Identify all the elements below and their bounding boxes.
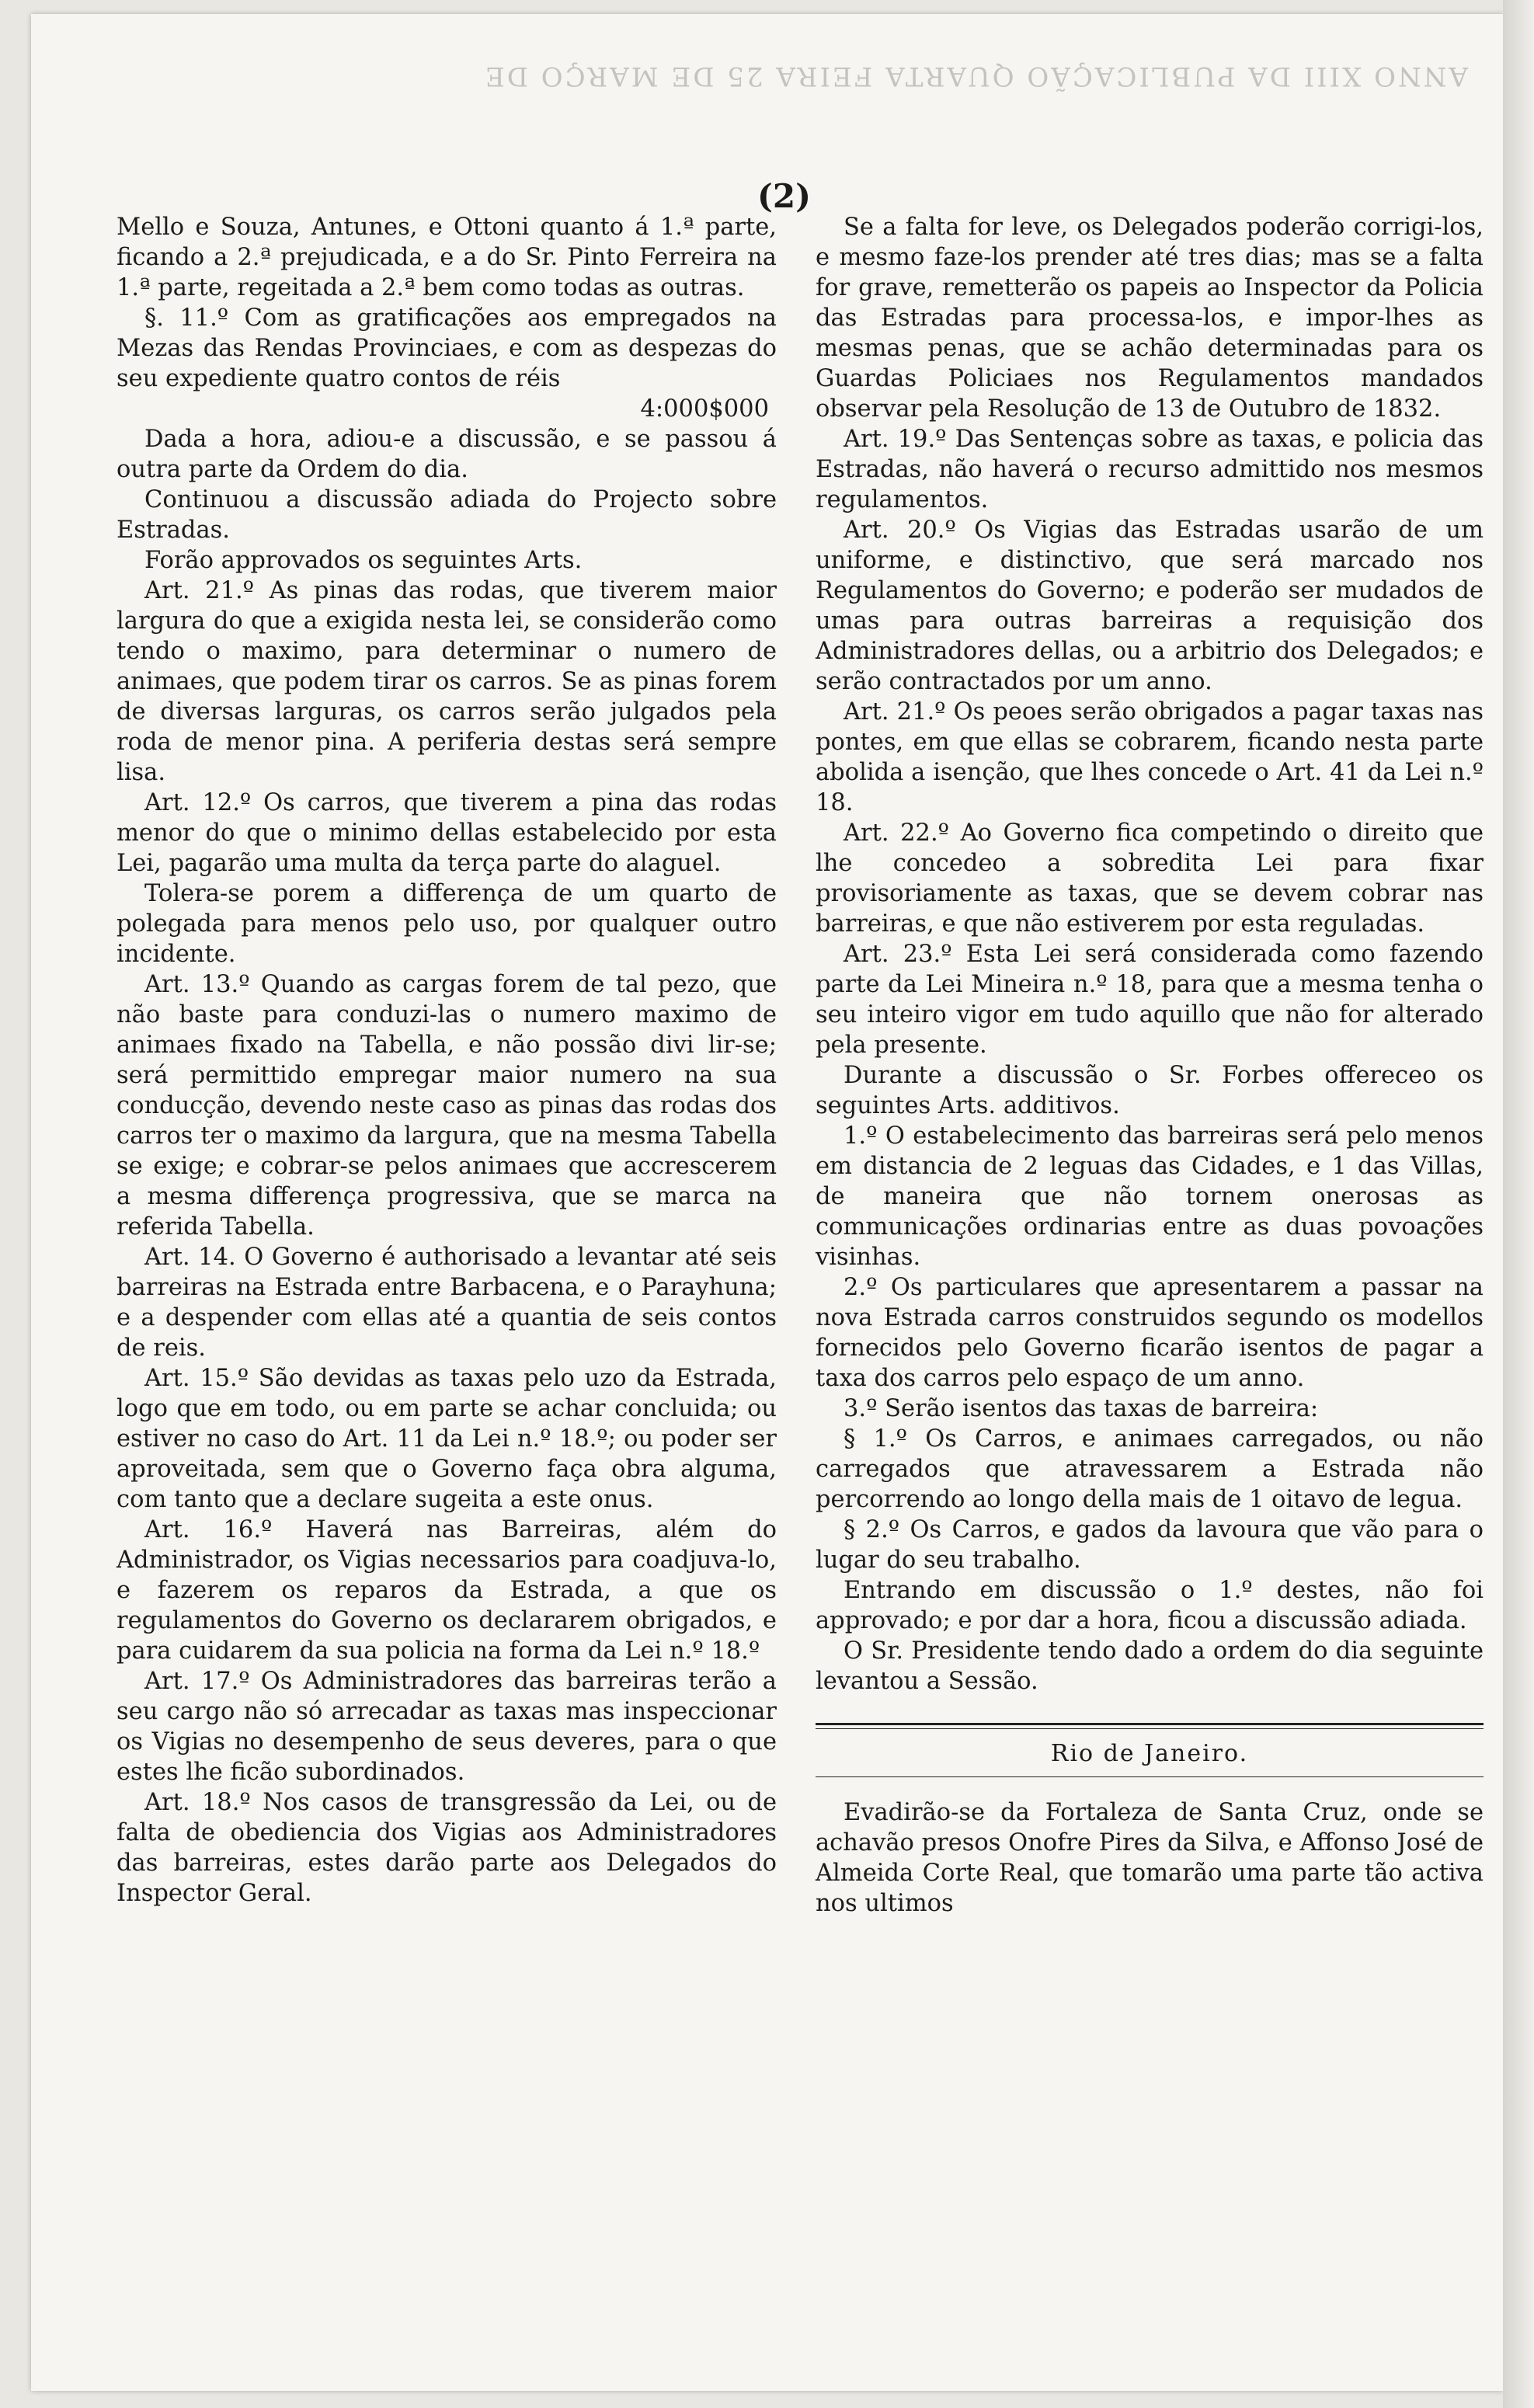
paragraph: Art. 12.º Os carros, que tiverem a pina das rodas menor do que o minimo dellas estabelecido por esta Lei, pagarão uma multa da terça parte do alaguel. [117, 789, 777, 877]
paragraph: Dada a hora, adiou-e a discussão, e se passou á outra parte da Ordem do dia. [117, 426, 777, 483]
paragraph: Art. 14. O Governo é authorisado a levantar até seis barreiras na Estrada entre Barbacena, e o Parayhuna; e a despender com ellas até a quantia de seis contos de reis. [117, 1244, 777, 1362]
page-number: (2) [757, 177, 811, 215]
right-column [816, 212, 1484, 1919]
paragraph: Se a falta for leve, os Delegados poderão corrigi-los, e mesmo faze-los prender até tres dias; mas se a falta for grave, remetterão os papeis ao Inspector da Policia das Estradas para processa-los, e impor-lhes as mesmas penas, que se achão determinadas para os Guardas Policiaes nos Regulamentos mandados observar pela Resolução de 13 de Outubro de 1832. [816, 214, 1484, 423]
paragraph: Art. 21.º Os peoes serão obrigados a pagar taxas nas pontes, em que ellas se cobrarem, ficando nesta parte abolida a isenção, que lhes concede o Art. 41 da Lei n.º 18. [816, 698, 1484, 816]
paragraph: O Sr. Presidente tendo dado a ordem do dia seguinte levantou a Sessão. [816, 1637, 1484, 1695]
paragraph: Entrando em discussão o 1.º destes, não foi approvado; e por dar a hora, ficou a discussão adiada. [816, 1577, 1484, 1634]
newspaper-page [31, 14, 1503, 2391]
paragraph: Art. 18.º Nos casos de transgressão da Lei, ou de falta de obediencia dos Vigias aos Administradores das barreiras, estes darão parte aos Delegados do Inspector Geral. [117, 1789, 777, 1907]
paragraph: Art. 22.º Ao Governo fica competindo o direito que lhe concedeo a sobredita Lei para fixar provisoriamente as taxas, que se devem cobrar nas barreiras, e que não estiverem por esta reguladas. [816, 819, 1484, 938]
paragraph: Art. 21.º As pinas das rodas, que tiverem maior largura do que a exigida nesta lei, se considerão como tendo o maximo, para determinar o numero de animaes, que podem tirar os carros. Se as pinas forem de diversas larguras, os carros serão julgados pela roda de menor pina. A periferia destas será sempre lisa. [117, 577, 777, 786]
paragraph: Art. 15.º São devidas as taxas pelo uzo da Estrada, logo que em todo, ou em parte se achar concluida; ou estiver no caso do Art. 11 da Lei n.º 18.º; ou poder ser aproveitada, sem que o Governo faça obra alguma, com tanto que a declare sugeita a este onus. [117, 1365, 777, 1513]
paragraph: Art. 16.º Haverá nas Barreiras, além do Administrador, os Vigias necessarios para coadjuva-lo, e fazerem os reparos da Estrada, a que os regulamentos do Governo os declararem obrigados, e para cuidarem da sua policia na forma da Lei n.º 18.º [117, 1516, 777, 1665]
paragraph: Art. 17.º Os Administradores das barreiras terão a seu cargo não só arrecadar as taxas mas inspeccionar os Vigias no desempenho de seus deveres, para o que estes lhe ficão subordinados. [117, 1668, 777, 1786]
paragraph: §. 11.º Com as gratificações aos empregados na Mezas das Rendas Provinciaes, e com as despezas do seu expediente quatro contos de réis [117, 304, 777, 392]
paragraph: Art. 23.º Esta Lei será considerada como fazendo parte da Lei Mineira n.º 18, para que a mesma tenha o seu inteiro vigor em tudo aquillo que não for alterado pela presente. [816, 941, 1484, 1059]
paragraph: Continuou a discussão adiada do Projecto sobre Estradas. [117, 486, 777, 544]
paragraph: 4:000$000 [640, 395, 769, 423]
section-rule [816, 1723, 1484, 1729]
paragraph: Forão approvados os seguintes Arts. [144, 547, 583, 574]
paragraph: Mello e Souza, Antunes, e Ottoni quanto á 1.ª parte, ficando a 2.ª prejudicada, e a do Sr. Pinto Ferreira na 1.ª parte, regeitada a 2.ª bem como todas as outras. [117, 214, 777, 301]
bleed-through-header: ANNO XIII DA PUBLICAÇÃO QUARTA FEIRA 25 DE MARÇO DE [482, 61, 1468, 92]
section-paragraph: Evadirão-se da Fortaleza de Santa Cruz, onde se achavão presos Onofre Pires da Silva, e Affonso José de Almeida Corte Real, que tomarão uma parte tão activa nos ultimos [816, 1799, 1484, 1917]
left-column [117, 212, 777, 1909]
paragraph: Art. 13.º Quando as cargas forem de tal pezo, que não baste para conduzi-las o numero maximo de animaes fixado na Tabella, e não possão divi lir-se; será permittido empregar maior numero na sua conducção, devendo neste caso as pinas das rodas dos carros ter o maximo da largura, que na mesma Tabella se exige; e cobrar-se pelos animaes que accrescerem a mesma differença progressiva, que se marca na referida Tabella. [117, 971, 777, 1241]
paragraph: § 2.º Os Carros, e gados da lavoura que vão para o lugar do seu trabalho. [816, 1516, 1484, 1574]
paragraph: Tolera-se porem a differença de um quarto de polegada para menos pelo uso, por qualquer outro incidente. [117, 880, 777, 968]
paragraph: Art. 19.º Das Sentenças sobre as taxas, e policia das Estradas, não haverá o recurso admittido nos mesmos regulamentos. [816, 426, 1484, 513]
paragraph: 1.º O estabelecimento das barreiras será pelo menos em distancia de 2 leguas das Cidades, e 1 das Villas, de maneira que não tornem onerosas as communicações ordinarias entre as duas povoações visinhas. [816, 1122, 1484, 1271]
right-column-paragraphs [816, 212, 1484, 1696]
paragraph: 3.º Serão isentos das taxas de barreira: [844, 1395, 1319, 1422]
paragraph: Durante a discussão o Sr. Forbes offereceo os seguintes Arts. additivos. [816, 1062, 1484, 1119]
section-heading: Rio de Janeiro. [1050, 1740, 1249, 1767]
paragraph: 2.º Os particulares que apresentarem a passar na nova Estrada carros construidos segundo os modellos fornecidos pelo Governo ficarão isentos de pagar a taxa dos carros pelo espaço de um anno. [816, 1274, 1484, 1392]
section-rule-thin [816, 1776, 1484, 1777]
paragraph: Art. 20.º Os Vigias das Estradas usarão de um uniforme, e distinctivo, que será marcado nos Regulamentos do Governo; e poderão ser mudados de umas para outras barreiras a requisição dos Administradores dellas, ou a arbitrio dos Delegados; e serão contractados por um anno. [816, 517, 1484, 695]
paragraph: § 1.º Os Carros, e animaes carregados, ou não carregados que atravessarem a Estrada não percorrendo ao longo della mais de 1 oitavo de legua. [816, 1425, 1484, 1513]
page-edge [1503, 0, 1534, 2408]
